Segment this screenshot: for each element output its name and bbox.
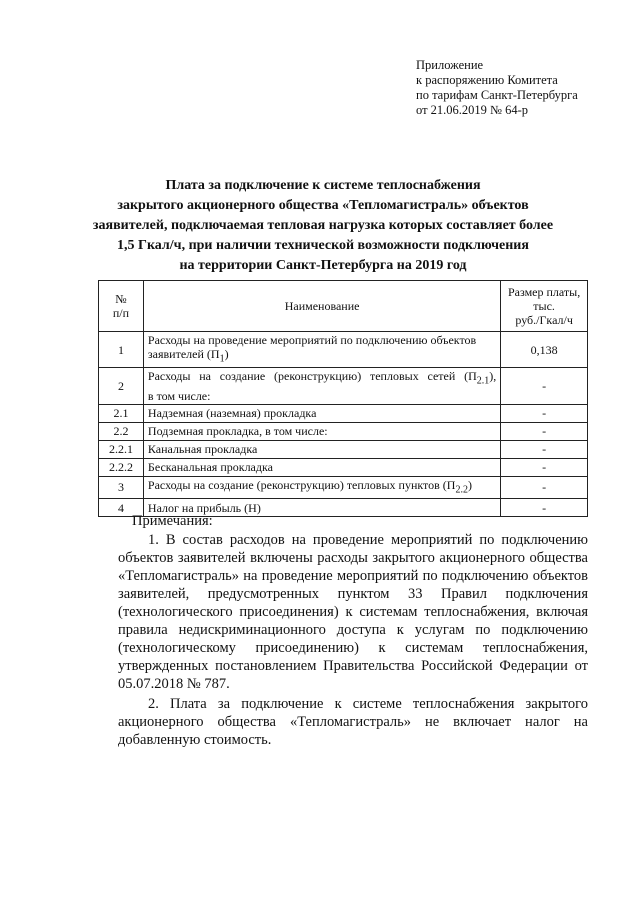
row-name-text: Расходы на создание (реконструкцию) тепловых сетей (П [147, 369, 477, 384]
row-name [143, 476, 500, 498]
row-num: 4 [99, 499, 144, 517]
row-name: Налог на прибыль (Н) [143, 499, 500, 517]
row-num: 2 [99, 368, 144, 404]
title-line-4: 1,5 Гкал/ч, при наличии технической возможности подключения [117, 238, 529, 253]
table-row [99, 476, 588, 498]
row-num: 1 [99, 332, 144, 368]
row-name-line2 [148, 347, 496, 366]
row-value: - [501, 368, 588, 404]
header-num-line2: п/п [112, 306, 130, 320]
header-num [99, 281, 144, 332]
notes-heading: Примечания: [132, 513, 213, 529]
row-value: - [501, 440, 588, 458]
row-name: Канальная прокладка [143, 440, 500, 458]
row-name-line2: в том числе: [147, 388, 211, 403]
table-row [99, 458, 588, 476]
header-name: Наименование [143, 281, 500, 332]
title-line-3: заявителей, подключаемая тепловая нагрузка которых составляет более [92, 218, 554, 233]
row-name-sub: 2.1 [476, 375, 490, 387]
row-value: 0,138 [501, 332, 588, 368]
row-name: Бесканальная прокладка [143, 458, 500, 476]
note-2: 2. Плата за подключение к системе теплоснабжения закрытого акционерного общества «Тепломагистраль» не включает налог на добавленную стоимость. [118, 696, 588, 748]
row-num: 2.2 [99, 422, 144, 440]
table-row [99, 332, 588, 368]
table-row [99, 422, 588, 440]
row-name: Подземная прокладка, в том числе: [143, 422, 500, 440]
appendix-line-1: Приложение [416, 58, 484, 72]
title-line-1: Плата за подключение к системе теплоснабжения [165, 178, 481, 193]
row-name [143, 332, 500, 368]
row-value: - [501, 499, 588, 517]
title-line-2: закрытого акционерного общества «Тепломагистраль» объектов [117, 198, 529, 213]
row-name [143, 368, 500, 404]
header-value-line2: тыс. [533, 299, 555, 313]
row-value: - [501, 404, 588, 422]
title-line-5: на территории Санкт-Петербурга на 2019 год [179, 258, 467, 273]
row-num: 2.2.1 [99, 440, 144, 458]
table-row [99, 440, 588, 458]
row-num: 2.2.2 [99, 458, 144, 476]
appendix-line-2: к распоряжению Комитета [416, 73, 558, 87]
header-value [501, 281, 588, 332]
row-value: - [501, 422, 588, 440]
row-name-sub: 2.2 [455, 484, 468, 496]
table-row [99, 368, 588, 404]
row-value: - [501, 476, 588, 498]
fee-table [98, 280, 588, 517]
row-value: - [501, 458, 588, 476]
row-name-tail: ), [489, 369, 497, 384]
row-name: Надземная (наземная) прокладка [143, 404, 500, 422]
row-name-sub: 1 [219, 353, 225, 365]
note-1: 1. В состав расходов на проведение мероприятий по подключению объектов заявителей включены расходы закрытого акционерного общества «Тепломагистраль» на проведение мероприятий по подключению объектов заявителей, предусмотренных пунктом 33 Правил подключения (технологического присоединения) к системам теплоснабжения, включая правила недискриминационного доступа к услугам по подключению (технологическому присоединению) к системам теплоснабжения, утвержденных постановлением Правительства Российской Федерации от 05.07.2018 № 787. [118, 532, 588, 692]
appendix-block [416, 58, 578, 118]
header-num-line1: № [115, 292, 127, 306]
table-header-row [99, 281, 588, 332]
header-value-line3: руб./Гкал/ч [515, 313, 573, 327]
row-name-text: Расходы на создание (реконструкцию) тепловых пунктов (П [147, 477, 456, 492]
header-value-line1: Размер платы, [508, 285, 581, 299]
notes-section [118, 512, 588, 749]
row-num: 2.1 [99, 404, 144, 422]
row-name-line1: Расходы на проведение мероприятий по подключению объектов [147, 333, 477, 347]
row-name-tail: ) [224, 347, 229, 361]
document-title [92, 176, 554, 276]
row-num: 3 [99, 476, 144, 498]
row-name-line1 [148, 369, 496, 388]
appendix-line-4: от 21.06.2019 № 64-р [416, 103, 529, 117]
row-name-text: заявителей (П [147, 347, 220, 361]
row-name-tail: ) [467, 477, 472, 492]
appendix-line-3: по тарифам Санкт-Петербурга [416, 88, 578, 102]
table-row [99, 404, 588, 422]
